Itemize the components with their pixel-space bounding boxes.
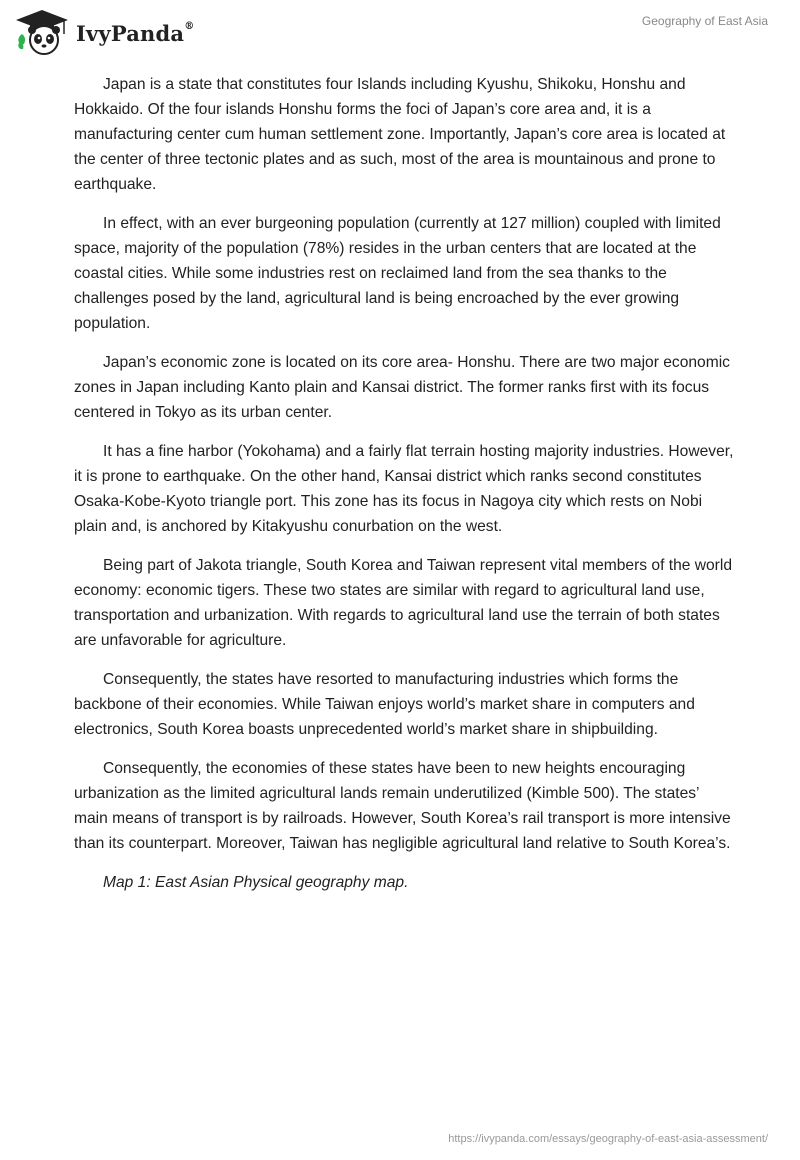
paragraph: It has a fine harbor (Yokohama) and a fairly flat terrain hosting majority industries. However, it is prone to earthquake. On the other hand, Kansai district which ranks second constitutes Osaka-Kobe-Kyoto triangle port. This zone has its focus in Nagoya city which rests on Nobi plain and, is anchored by Kitakyushu conurbation on the west. (74, 443, 734, 535)
source-url[interactable]: https://ivypanda.com/essays/geography-of-east-asia-assessment/ (448, 1133, 768, 1145)
brand-name: IvyPanda® (76, 20, 195, 46)
document-title: Geography of East Asia (641, 14, 768, 28)
map-caption: Map 1: East Asian Physical geography map. (103, 874, 409, 891)
paragraph: Being part of Jakota triangle, South Korea and Taiwan represent vital members of the world economy: economic tigers. These two states are similar with regard to agricultural land use, transportation and urbanization. With regards to agricultural land use the terrain of both states are unfavorable for agriculture. (74, 557, 733, 649)
panda-graduate-icon (14, 8, 70, 56)
page-header (0, 0, 800, 70)
paragraph: Consequently, the states have resorted to manufacturing industries which forms the backbone of their economies. While Taiwan enjoys world’s market share in computers and electronics, South Korea boasts unprecedented world’s market share in shipbuilding. (74, 671, 695, 738)
paragraph: In effect, with an ever burgeoning population (currently at 127 million) coupled with limited space, majority of the population (78%) resides in the urban centers that are located at the coastal cities. While some industries rest on reclaimed land from the sea thanks to the challenges posed by the land, agricultural land is being encroached by the ever growing population. (74, 215, 721, 332)
paragraph: Japan’s economic zone is located on its core area- Honshu. There are two major economic zones in Japan including Kanto plain and Kansai district. The former ranks first with its focus centered in Tokyo as its urban center. (74, 354, 730, 421)
ivypanda-logo[interactable] (14, 8, 194, 56)
paragraph: Consequently, the economies of these states have been to new heights encouraging urbanization as the limited agricultural lands remain underutilized (Kimble 500). The states’ main means of transport is by railroads. However, South Korea’s rail transport is more intensive than its counterpart. Moreover, Taiwan has negligible agricultural land relative to South Korea’s. (74, 760, 731, 852)
essay-body (74, 72, 734, 909)
paragraph: Japan is a state that constitutes four Islands including Kyushu, Shikoku, Honshu and Hokkaido. Of the four islands Honshu forms the foci of Japan’s core area and, it is a manufacturing center cum human settlement zone. Importantly, Japan’s core area is located at the center of three tectonic plates and as such, most of the area is mountainous and prone to earthquake. (74, 76, 726, 193)
